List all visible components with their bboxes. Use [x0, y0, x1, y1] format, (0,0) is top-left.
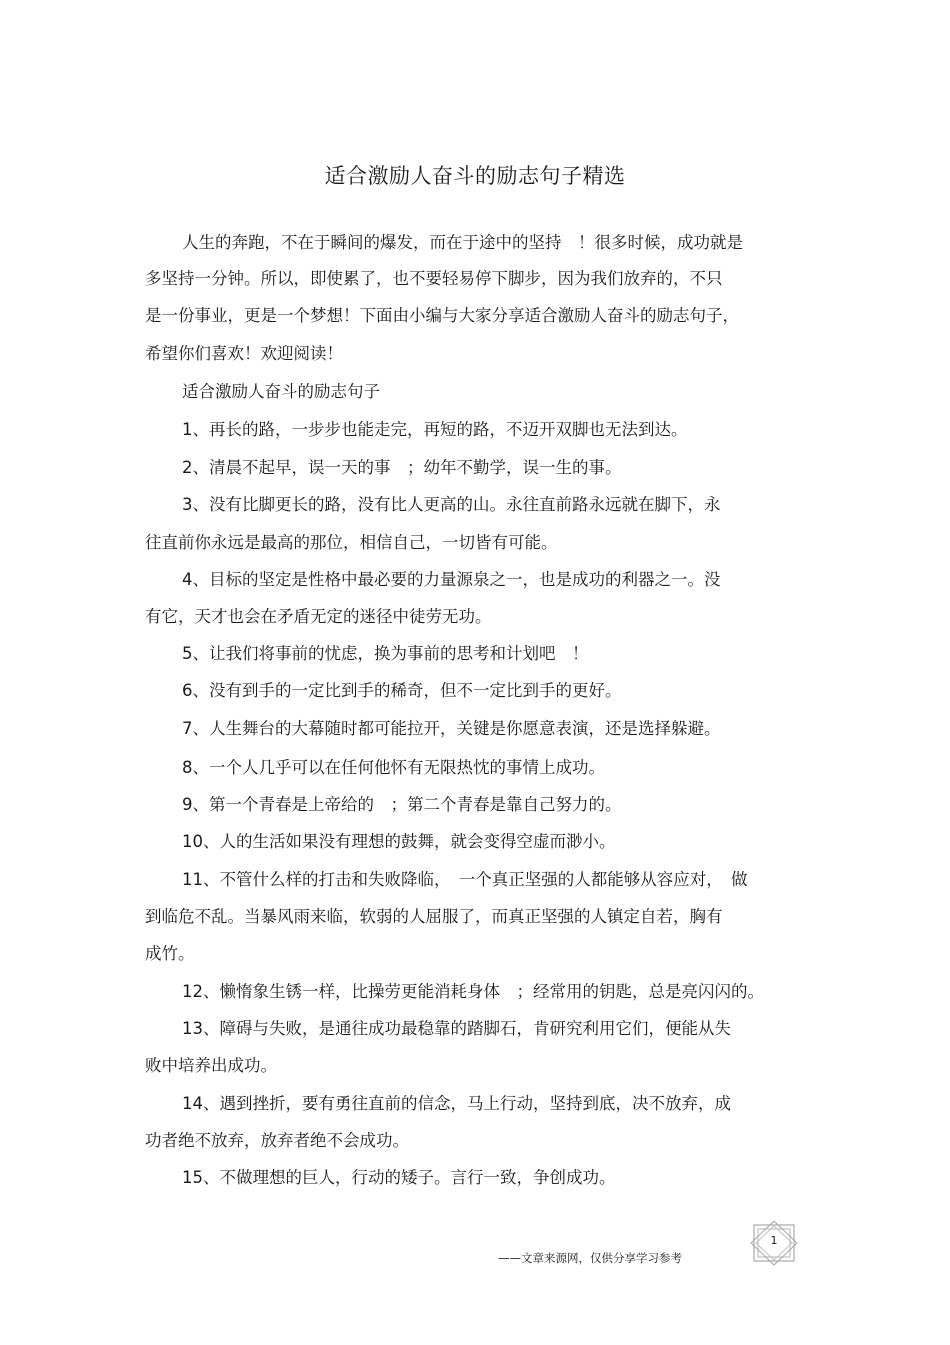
list-item-continuation: 成竹。 [145, 944, 195, 963]
list-item: 4、目标的坚定是性格中最必要的力量源泉之一，也是成功的利器之一。没 [182, 570, 721, 589]
list-item-continuation: 败中培养出成功。 [145, 1056, 277, 1075]
list-item: 8、一个人几乎可以在任何他怀有无限热忱的事情上成功。 [182, 758, 605, 777]
page-number: 1 [770, 1234, 778, 1247]
list-item-continuation: 往直前你永远是最高的那位，相信自己，一切皆有可能。 [145, 533, 558, 552]
list-item: 11、不管什么样的打击和失败降临， 一个真正坚强的人都能够从容应对， 做 [182, 870, 748, 889]
body-line: 多坚持一分钟。所以，即使累了，也不要轻易停下脚步，因为我们放弃的，不只 [145, 269, 723, 288]
page-number-badge [748, 1220, 800, 1266]
body-line: 人生的奔跑，不在于瞬间的爆发，而在于途中的坚持 ！很多时候，成功就是 [182, 233, 743, 252]
list-item-continuation: 功者绝不放弃，放弃者绝不会成功。 [145, 1131, 409, 1150]
list-item-continuation: 到临危不乱。当暴风雨来临，软弱的人屈服了，而真正坚强的人镇定自若，胸有 [145, 907, 723, 926]
list-item: 10、人的生活如果没有理想的鼓舞，就会变得空虚而渺小。 [182, 832, 616, 851]
list-item: 2、清晨不起早，误一天的事 ；幼年不勤学，误一生的事。 [182, 458, 622, 477]
list-item: 7、人生舞台的大幕随时都可能拉开，关键是你愿意表演，还是选择躲避。 [182, 719, 721, 738]
page-title: 适合激励人奋斗的励志句子精选 [324, 164, 626, 188]
list-item: 9、第一个青春是上帝给的 ；第二个青春是靠自己努力的。 [182, 795, 622, 814]
list-item: 13、障碍与失败，是通往成功最稳靠的踏脚石，肯研究利用它们，便能从失 [182, 1019, 731, 1038]
list-item: 12、懒惰象生锈一样，比操劳更能消耗身体 ；经常用的钥匙，总是亮闪闪的。 [182, 982, 764, 1001]
list-item: 5、让我们将事前的忧虑，换为事前的思考和计划吧 ！ [182, 644, 589, 663]
list-item: 14、遇到挫折，要有勇往直前的信念，马上行动，坚持到底，决不放弃，成 [182, 1094, 731, 1113]
list-item-continuation: 有它，天才也会在矛盾无定的迷径中徒劳无功。 [145, 607, 492, 626]
list-item: 15、不做理想的巨人，行动的矮子。言行一致，争创成功。 [182, 1168, 616, 1187]
section-heading: 适合激励人奋斗的励志句子 [182, 382, 380, 401]
footer-note: ——文章来源网，仅供分享学习参考 [498, 1251, 682, 1265]
list-item: 6、没有到手的一定比到手的稀奇，但不一定比到手的更好。 [182, 681, 622, 700]
list-item: 3、没有比脚更长的路，没有比人更高的山。永往直前路永远就在脚下，永 [182, 495, 721, 514]
list-item: 1、再长的路，一步步也能走完，再短的路，不迈开双脚也无法到达。 [182, 420, 688, 439]
body-line: 希望你们喜欢！欢迎阅读！ [145, 344, 343, 363]
body-line: 是一份事业，更是一个梦想！下面由小编与大家分享适合激励人奋斗的励志句子， [145, 306, 739, 325]
